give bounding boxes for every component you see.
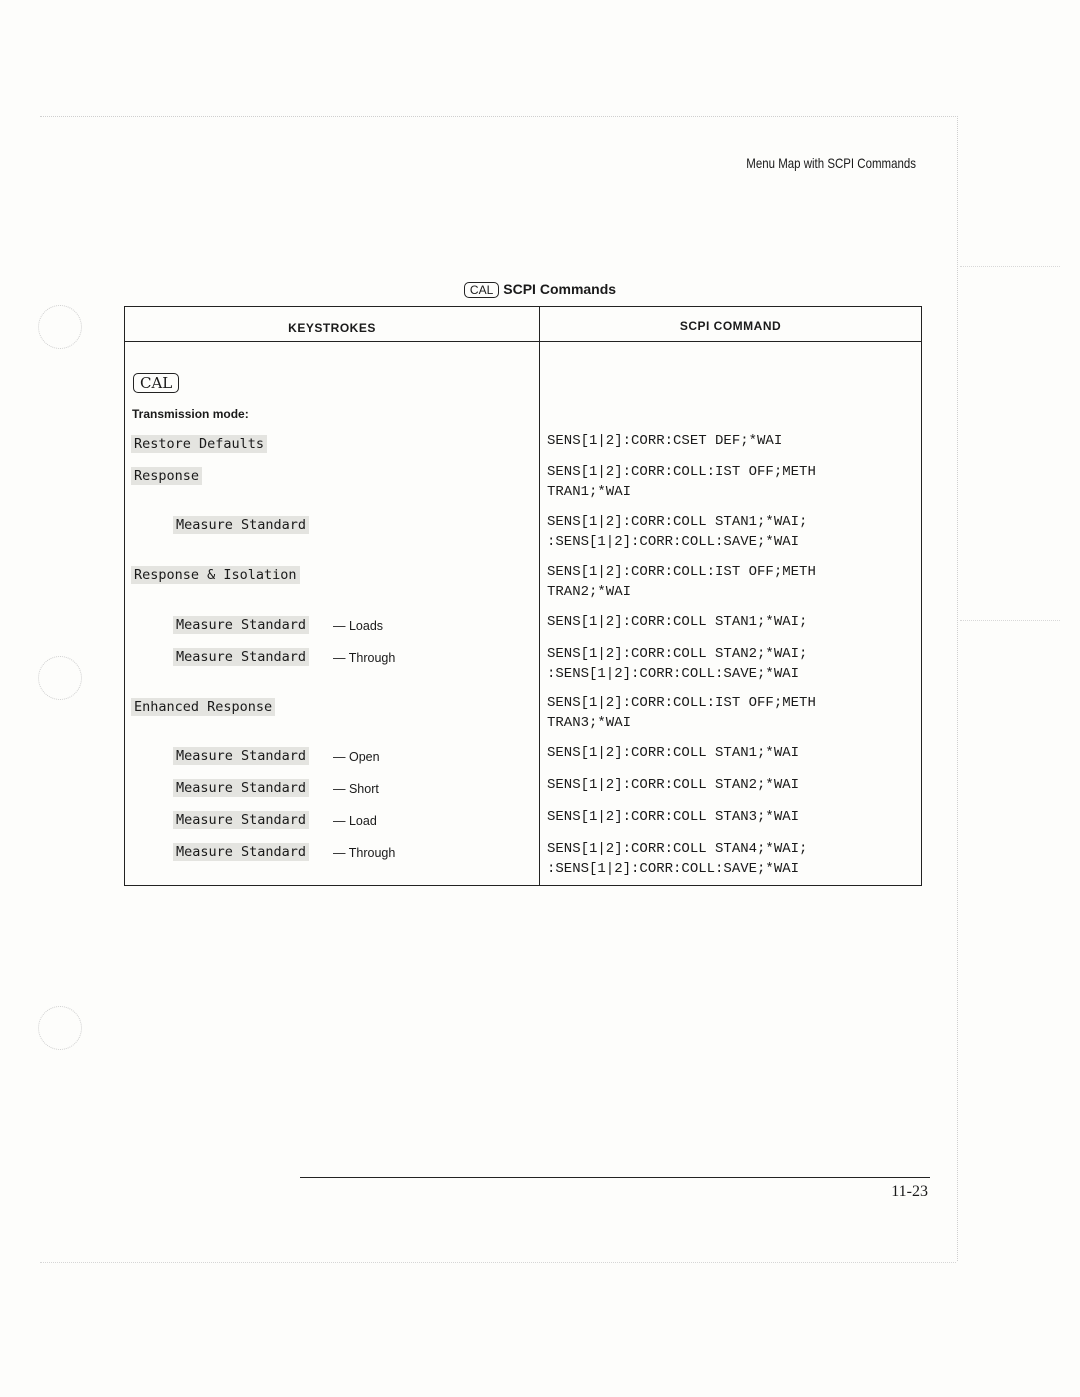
softkey-label: Enhanced Response bbox=[134, 699, 273, 715]
scpi-line: TRAN3;*WAI bbox=[547, 715, 632, 731]
scpi-line: SENS[1|2]:CORR:COLL STAN3;*WAI bbox=[547, 809, 800, 825]
keystroke-row bbox=[131, 435, 267, 453]
scpi-line: SENS[1|2]:CORR:COLL:IST OFF;METH bbox=[547, 464, 816, 480]
scpi-line: SENS[1|2]:CORR:COLL STAN2;*WAI bbox=[547, 777, 800, 793]
scpi-command bbox=[547, 693, 816, 733]
keystroke-note: — Through bbox=[333, 651, 396, 665]
scpi-command bbox=[547, 644, 807, 684]
binder-hole bbox=[38, 305, 82, 349]
scpi-line: SENS[1|2]:CORR:CSET DEF;*WAI bbox=[547, 433, 783, 449]
scpi-line: TRAN2;*WAI bbox=[547, 584, 632, 600]
keystroke-note: — Loads bbox=[333, 619, 384, 633]
keystroke-row bbox=[173, 779, 309, 797]
binder-hole bbox=[38, 656, 82, 700]
scpi-table bbox=[124, 306, 922, 886]
table-header bbox=[125, 307, 921, 342]
softkey-label: Measure Standard bbox=[176, 617, 307, 633]
scpi-line: :SENS[1|2]:CORR:COLL:SAVE;*WAI bbox=[547, 666, 800, 682]
section-label: Transmission mode: bbox=[132, 407, 249, 421]
keystroke-note: — Short bbox=[333, 782, 379, 796]
softkey-label: Response bbox=[134, 468, 200, 484]
header-keystrokes: KEYSTROKES bbox=[288, 321, 376, 335]
keystroke-row bbox=[131, 698, 275, 716]
scpi-command bbox=[547, 775, 799, 795]
softkey-label: Response & Isolation bbox=[134, 567, 297, 583]
cal-key-label: CAL bbox=[464, 282, 499, 298]
keystroke-note: — Open bbox=[333, 750, 380, 764]
keystroke-row bbox=[173, 516, 309, 534]
softkey-label: Measure Standard bbox=[176, 812, 307, 828]
keystroke-note: — Through bbox=[333, 846, 396, 860]
softkey-label: Measure Standard bbox=[176, 748, 307, 764]
scpi-command bbox=[547, 807, 799, 827]
softkey-label: Measure Standard bbox=[176, 780, 307, 796]
scpi-command bbox=[547, 743, 799, 763]
scan-tick bbox=[960, 266, 1060, 267]
scpi-line: TRAN1;*WAI bbox=[547, 484, 632, 500]
keystroke-row bbox=[173, 747, 309, 765]
scpi-command bbox=[547, 612, 807, 632]
keystroke-row bbox=[173, 648, 309, 666]
scan-tick bbox=[960, 620, 1060, 621]
keystroke-row bbox=[173, 616, 309, 634]
scpi-line: :SENS[1|2]:CORR:COLL:SAVE;*WAI bbox=[547, 534, 800, 550]
softkey-label: Measure Standard bbox=[176, 844, 307, 860]
cal-hard-key: CAL bbox=[133, 373, 179, 393]
table-title-text: SCPI Commands bbox=[503, 281, 617, 297]
softkey-label: Measure Standard bbox=[176, 517, 307, 533]
keystroke-note: — Load bbox=[333, 814, 377, 828]
footer-rule bbox=[300, 1177, 930, 1178]
scpi-line: SENS[1|2]:CORR:COLL:IST OFF;METH bbox=[547, 564, 816, 580]
keystroke-row bbox=[173, 811, 309, 829]
running-head: Menu Map with SCPI Commands bbox=[746, 155, 916, 171]
softkey-label: Measure Standard bbox=[176, 649, 307, 665]
scpi-command bbox=[547, 839, 807, 879]
scpi-line: SENS[1|2]:CORR:COLL STAN4;*WAI; bbox=[547, 841, 808, 857]
keystroke-row bbox=[131, 467, 202, 485]
binder-hole bbox=[38, 1006, 82, 1050]
column-divider bbox=[539, 307, 540, 885]
scpi-line: SENS[1|2]:CORR:COLL STAN1;*WAI bbox=[547, 745, 800, 761]
softkey-label: Restore Defaults bbox=[134, 436, 265, 452]
keystroke-row bbox=[173, 843, 309, 861]
scpi-line: :SENS[1|2]:CORR:COLL:SAVE;*WAI bbox=[547, 861, 800, 877]
scpi-command bbox=[547, 562, 816, 602]
keystroke-row bbox=[131, 566, 300, 584]
scpi-command bbox=[547, 462, 816, 502]
scpi-line: SENS[1|2]:CORR:COLL:IST OFF;METH bbox=[547, 695, 816, 711]
scpi-line: SENS[1|2]:CORR:COLL STAN1;*WAI; bbox=[547, 614, 808, 630]
scan-border-bottom bbox=[40, 1262, 956, 1263]
table-title bbox=[0, 281, 1080, 298]
header-scpi-command: SCPI COMMAND bbox=[679, 319, 782, 333]
scan-border-top bbox=[40, 116, 956, 117]
scpi-line: SENS[1|2]:CORR:COLL STAN2;*WAI; bbox=[547, 646, 808, 662]
scpi-command bbox=[547, 512, 807, 552]
scpi-line: SENS[1|2]:CORR:COLL STAN1;*WAI; bbox=[547, 514, 808, 530]
page-number: 11-23 bbox=[891, 1183, 928, 1200]
scpi-command bbox=[547, 431, 782, 451]
